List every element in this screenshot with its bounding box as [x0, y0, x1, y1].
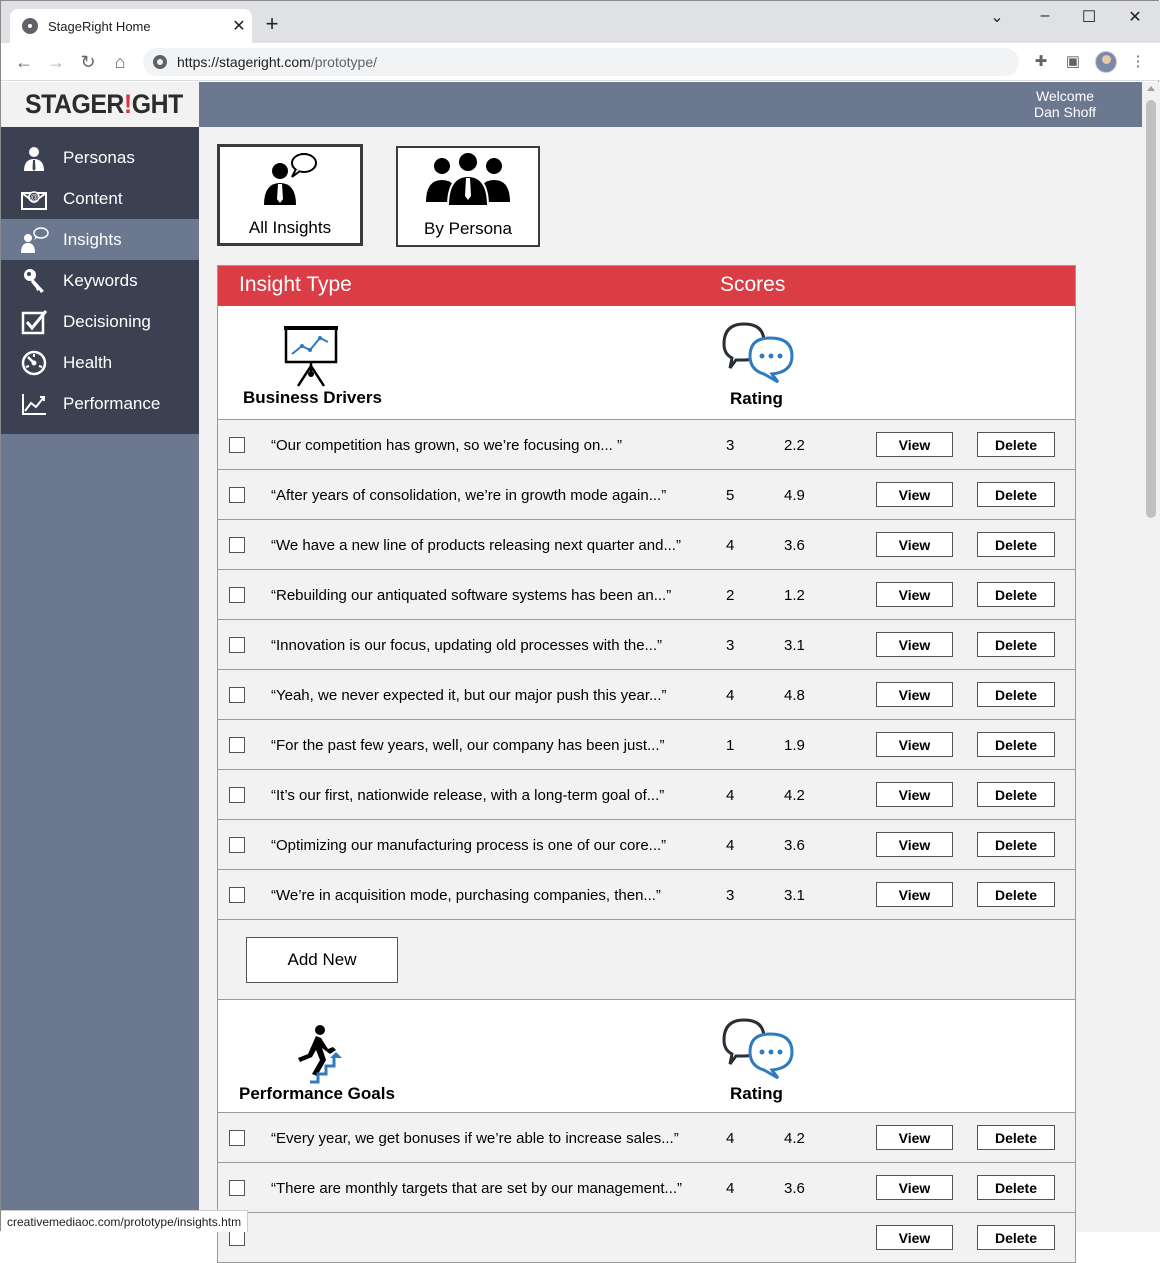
- user-name: Dan Shoff: [1033, 104, 1096, 120]
- section-title: Performance Goals: [239, 1084, 395, 1103]
- welcome-label: Welcome: [1035, 88, 1095, 104]
- sidebar-item-content[interactable]: [1, 178, 199, 219]
- insight-quote: “Every year, we get bonuses if we’re able to increase sales...”: [271, 1130, 679, 1147]
- maximize-button[interactable]: ☐: [1081, 9, 1097, 26]
- back-icon[interactable]: ←: [15, 52, 33, 72]
- by-persona-button[interactable]: [396, 146, 540, 247]
- view-button[interactable]: View: [876, 832, 953, 857]
- site-info-icon[interactable]: [153, 55, 167, 69]
- extensions-icon[interactable]: ✚: [1034, 53, 1048, 70]
- forward-icon[interactable]: →: [47, 52, 65, 72]
- view-button[interactable]: View: [876, 432, 953, 457]
- rating-value: 4.2: [784, 1130, 805, 1147]
- insight-quote: “Yeah, we never expected it, but our major push this year...”: [271, 687, 667, 704]
- score-value: 2: [726, 587, 735, 604]
- tab-title: StageRight Home: [48, 18, 151, 34]
- table-row: [218, 419, 1075, 469]
- view-button[interactable]: View: [876, 782, 953, 807]
- section-performance-goals: [218, 999, 1075, 1112]
- sidebar-item-label: Content: [63, 188, 123, 208]
- url-path: /prototype/: [310, 54, 377, 70]
- table-row: [218, 669, 1075, 719]
- view-button[interactable]: View: [876, 732, 953, 757]
- rating-label: Rating: [730, 1084, 783, 1103]
- address-bar[interactable]: [143, 48, 1019, 76]
- table-row: [218, 469, 1075, 519]
- envelope-icon: [21, 186, 47, 212]
- add-new-row: [218, 919, 1075, 999]
- row-checkbox[interactable]: [229, 737, 245, 753]
- delete-button[interactable]: Delete: [977, 582, 1055, 607]
- row-checkbox[interactable]: [229, 1230, 245, 1246]
- sidebar-item-label: Keywords: [63, 270, 138, 290]
- sidebar-menu: [1, 127, 199, 434]
- sidebar-item-performance[interactable]: [1, 383, 199, 424]
- scroll-up-arrow[interactable]: [1147, 86, 1155, 91]
- table-row: [218, 769, 1075, 819]
- delete-button[interactable]: Delete: [977, 482, 1055, 507]
- rating-value: 1.9: [784, 737, 805, 754]
- insight-quote: “It’s our first, nationwide release, with a long-term goal of...”: [271, 787, 665, 804]
- sidebar-item-label: Personas: [63, 147, 135, 167]
- app-root: [1, 82, 1160, 1246]
- delete-button[interactable]: Delete: [977, 882, 1055, 907]
- insights-table: [217, 265, 1076, 1263]
- row-checkbox[interactable]: [229, 687, 245, 703]
- column-header-insight-type: Insight Type: [239, 273, 352, 296]
- logo[interactable]: STAGER!GHT: [1, 82, 199, 127]
- new-tab-button[interactable]: +: [265, 11, 279, 36]
- svg-text:@: @: [29, 192, 39, 202]
- row-checkbox[interactable]: [229, 587, 245, 603]
- menu-icon[interactable]: ⋮: [1130, 53, 1146, 70]
- sidebar-item-label: Health: [63, 352, 113, 372]
- add-new-button[interactable]: Add New: [246, 937, 398, 983]
- all-insights-label: All Insights: [248, 218, 332, 237]
- row-checkbox[interactable]: [229, 887, 245, 903]
- favicon-icon: [22, 18, 38, 34]
- scroll-thumb[interactable]: [1146, 100, 1156, 518]
- rating-value: 4.2: [784, 787, 805, 804]
- score-value: 4: [726, 1180, 735, 1197]
- rating-value: 3.6: [784, 837, 805, 854]
- row-checkbox[interactable]: [229, 787, 245, 803]
- section-title: Business Drivers: [243, 388, 382, 407]
- row-checkbox[interactable]: [229, 637, 245, 653]
- score-value: 4: [726, 537, 735, 554]
- rating-value: 4.9: [784, 487, 805, 504]
- sidebar-item-personas[interactable]: [1, 137, 199, 178]
- delete-button[interactable]: Delete: [977, 1175, 1055, 1200]
- key-icon: [21, 268, 47, 294]
- running-stairs-icon: [290, 1024, 346, 1091]
- table-row: [218, 819, 1075, 869]
- close-tab-icon[interactable]: ✕: [232, 18, 246, 35]
- delete-button[interactable]: Delete: [977, 1125, 1055, 1150]
- insight-quote: “We’re in acquisition mode, purchasing companies, then...”: [271, 887, 661, 904]
- sidebar-item-label: Insights: [63, 229, 122, 249]
- score-value: 4: [726, 787, 735, 804]
- insight-quote: “We have a new line of products releasing next quarter and...”: [271, 537, 681, 554]
- row-checkbox[interactable]: [229, 437, 245, 453]
- rating-value: 1.2: [784, 587, 805, 604]
- table-row: [218, 869, 1075, 919]
- page-scrollbar[interactable]: [1142, 82, 1160, 1232]
- score-value: 3: [726, 637, 735, 654]
- table-row: [218, 519, 1075, 569]
- row-checkbox[interactable]: [229, 537, 245, 553]
- sidebar: [1, 127, 199, 1232]
- side-panel-icon[interactable]: ▣: [1065, 53, 1081, 70]
- view-button[interactable]: View: [876, 532, 953, 557]
- view-button[interactable]: View: [876, 882, 953, 907]
- rating-value: 3.1: [784, 637, 805, 654]
- insights-icon: [260, 151, 320, 212]
- score-value: 5: [726, 487, 735, 504]
- delete-button[interactable]: Delete: [977, 782, 1055, 807]
- profile-avatar[interactable]: [1095, 51, 1117, 73]
- group-icon: [424, 150, 512, 213]
- score-value: 3: [726, 437, 735, 454]
- tab-search-icon[interactable]: ⌄: [990, 9, 1004, 26]
- insight-quote: “Our competition has grown, so we’re focusing on... ”: [271, 437, 622, 454]
- status-bar-url: creativemediaoc.com/prototype/insights.htm: [1, 1210, 248, 1232]
- close-window-button[interactable]: ✕: [1128, 9, 1142, 26]
- row-checkbox[interactable]: [229, 837, 245, 853]
- minimize-button[interactable]: –: [1040, 7, 1050, 24]
- delete-button[interactable]: Delete: [977, 682, 1055, 707]
- sidebar-item-health[interactable]: [1, 342, 199, 383]
- score-value: 4: [726, 1130, 735, 1147]
- home-icon[interactable]: ⌂: [114, 52, 126, 72]
- view-button[interactable]: View: [876, 482, 953, 507]
- score-value: 4: [726, 837, 735, 854]
- insight-quote: “For the past few years, well, our company has been just...”: [271, 737, 665, 754]
- score-value: 3: [726, 887, 735, 904]
- sidebar-item-insights[interactable]: [1, 219, 199, 260]
- rating-value: 3.6: [784, 1180, 805, 1197]
- url-host: https://stageright.com: [177, 54, 311, 70]
- table-row: [218, 1212, 1075, 1262]
- row-checkbox[interactable]: [229, 1130, 245, 1146]
- view-button[interactable]: View: [876, 632, 953, 657]
- rating-value: 3.6: [784, 537, 805, 554]
- delete-button[interactable]: Delete: [977, 1225, 1055, 1250]
- chat-bubbles-icon: [720, 1016, 796, 1083]
- reload-icon[interactable]: ↻: [80, 52, 96, 72]
- insights-icon: [21, 227, 47, 253]
- delete-button[interactable]: Delete: [977, 832, 1055, 857]
- checkbox-icon: [21, 309, 47, 335]
- score-value: 1: [726, 737, 735, 754]
- sidebar-item-label: Performance: [63, 393, 161, 413]
- row-checkbox[interactable]: [229, 487, 245, 503]
- rating-value: 2.2: [784, 437, 805, 454]
- view-button[interactable]: View: [876, 1175, 953, 1200]
- insight-quote: “There are monthly targets that are set by our management...”: [271, 1180, 683, 1197]
- table-row: [218, 569, 1075, 619]
- welcome-user: [1034, 88, 1096, 120]
- sidebar-item-keywords[interactable]: [1, 260, 199, 301]
- view-button[interactable]: View: [876, 1125, 953, 1150]
- view-button[interactable]: View: [876, 682, 953, 707]
- row-checkbox[interactable]: [229, 1180, 245, 1196]
- presentation-board-icon: [284, 324, 338, 393]
- rating-value: 3.1: [784, 887, 805, 904]
- insight-quote: “After years of consolidation, we’re in growth mode again...”: [271, 487, 667, 504]
- person-icon: [21, 145, 47, 171]
- browser-toolbar: [1, 43, 1160, 81]
- delete-button[interactable]: Delete: [977, 532, 1055, 557]
- column-header-scores: Scores: [720, 273, 786, 296]
- gauge-icon: [21, 350, 47, 376]
- rating-label: Rating: [730, 389, 783, 408]
- insight-quote: “Innovation is our focus, updating old processes with the...”: [271, 637, 663, 654]
- insight-quote: “Rebuilding our antiquated software systems has been an...”: [271, 587, 672, 604]
- table-header: [218, 266, 1075, 306]
- sidebar-item-decisioning[interactable]: [1, 301, 199, 342]
- by-persona-label: By Persona: [424, 219, 512, 238]
- table-row: [218, 719, 1075, 769]
- chart-icon: [21, 391, 47, 417]
- delete-button[interactable]: Delete: [977, 632, 1055, 657]
- score-value: 4: [726, 687, 735, 704]
- view-button[interactable]: View: [876, 1225, 953, 1250]
- browser-tab[interactable]: [10, 9, 252, 43]
- all-insights-button[interactable]: [217, 144, 363, 246]
- sidebar-item-label: Decisioning: [63, 311, 151, 331]
- insight-quote: “Optimizing our manufacturing process is one of our core...”: [271, 837, 667, 854]
- browser-titlebar: [1, 1, 1160, 43]
- table-row: [218, 619, 1075, 669]
- chat-bubbles-icon: [720, 320, 796, 387]
- table-row: [218, 1112, 1075, 1162]
- app-header: [1, 82, 1142, 127]
- table-row: [218, 1162, 1075, 1212]
- delete-button[interactable]: Delete: [977, 432, 1055, 457]
- delete-button[interactable]: Delete: [977, 732, 1055, 757]
- section-business-drivers: [218, 306, 1075, 419]
- rating-value: 4.8: [784, 687, 805, 704]
- view-button[interactable]: View: [876, 582, 953, 607]
